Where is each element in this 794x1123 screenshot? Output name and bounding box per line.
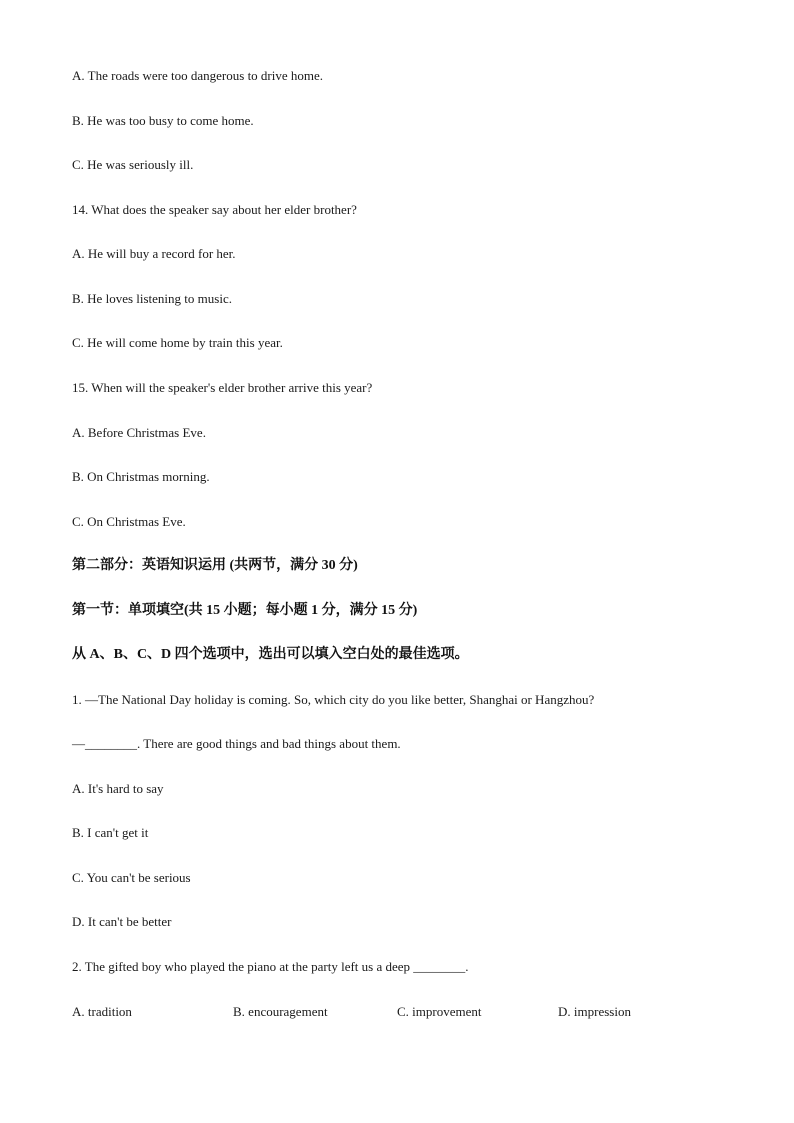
question-1-option-c: C. You can't be serious [72, 870, 191, 885]
question-15-option-b: B. On Christmas morning. [72, 469, 210, 484]
question-2-stem: 2. The gifted boy who played the piano at the party left us a deep ________. [72, 959, 469, 974]
question-14-option-c: C. He will come home by train this year. [72, 335, 283, 350]
section-one-heading: 第一节：单项填空(共 15 小题；每小题 1 分，满分 15 分) [72, 603, 418, 618]
question-13-option-c: C. He was seriously ill. [72, 157, 194, 172]
question-2-option-d: D. impression [558, 1004, 631, 1019]
question-14-option-b: B. He loves listening to music. [72, 291, 232, 306]
question-2-option-c: C. improvement [397, 1004, 482, 1019]
part-two-heading: 第二部分：英语知识运用 (共两节，满分 30 分) [72, 558, 358, 573]
question-1-option-d: D. It can't be better [72, 914, 172, 929]
question-2-option-b: B. encouragement [233, 1004, 328, 1019]
question-14-option-a: A. He will buy a record for her. [72, 246, 236, 261]
question-15-option-a: A. Before Christmas Eve. [72, 425, 206, 440]
question-2-options-row [72, 1004, 672, 1020]
section-instructions: 从 A、B、C、D 四个选项中，选出可以填入空白处的最佳选项。 [72, 647, 469, 662]
question-1-dialogue-reply: —________. There are good things and bad things about them. [72, 736, 401, 751]
question-15-stem: 15. When will the speaker's elder brother arrive this year? [72, 380, 373, 395]
question-15-option-c: C. On Christmas Eve. [72, 514, 186, 529]
question-13-option-a: A. The roads were too dangerous to drive home. [72, 68, 324, 83]
question-2-option-a: A. tradition [72, 1004, 132, 1019]
question-14-stem: 14. What does the speaker say about her elder brother? [72, 202, 357, 217]
question-1-option-a: A. It's hard to say [72, 781, 164, 796]
question-13-option-b: B. He was too busy to come home. [72, 113, 254, 128]
question-1-stem: 1. —The National Day holiday is coming. So, which city do you like better, Shanghai or Hangzhou? [72, 692, 595, 707]
question-1-option-b: B. I can't get it [72, 825, 149, 840]
